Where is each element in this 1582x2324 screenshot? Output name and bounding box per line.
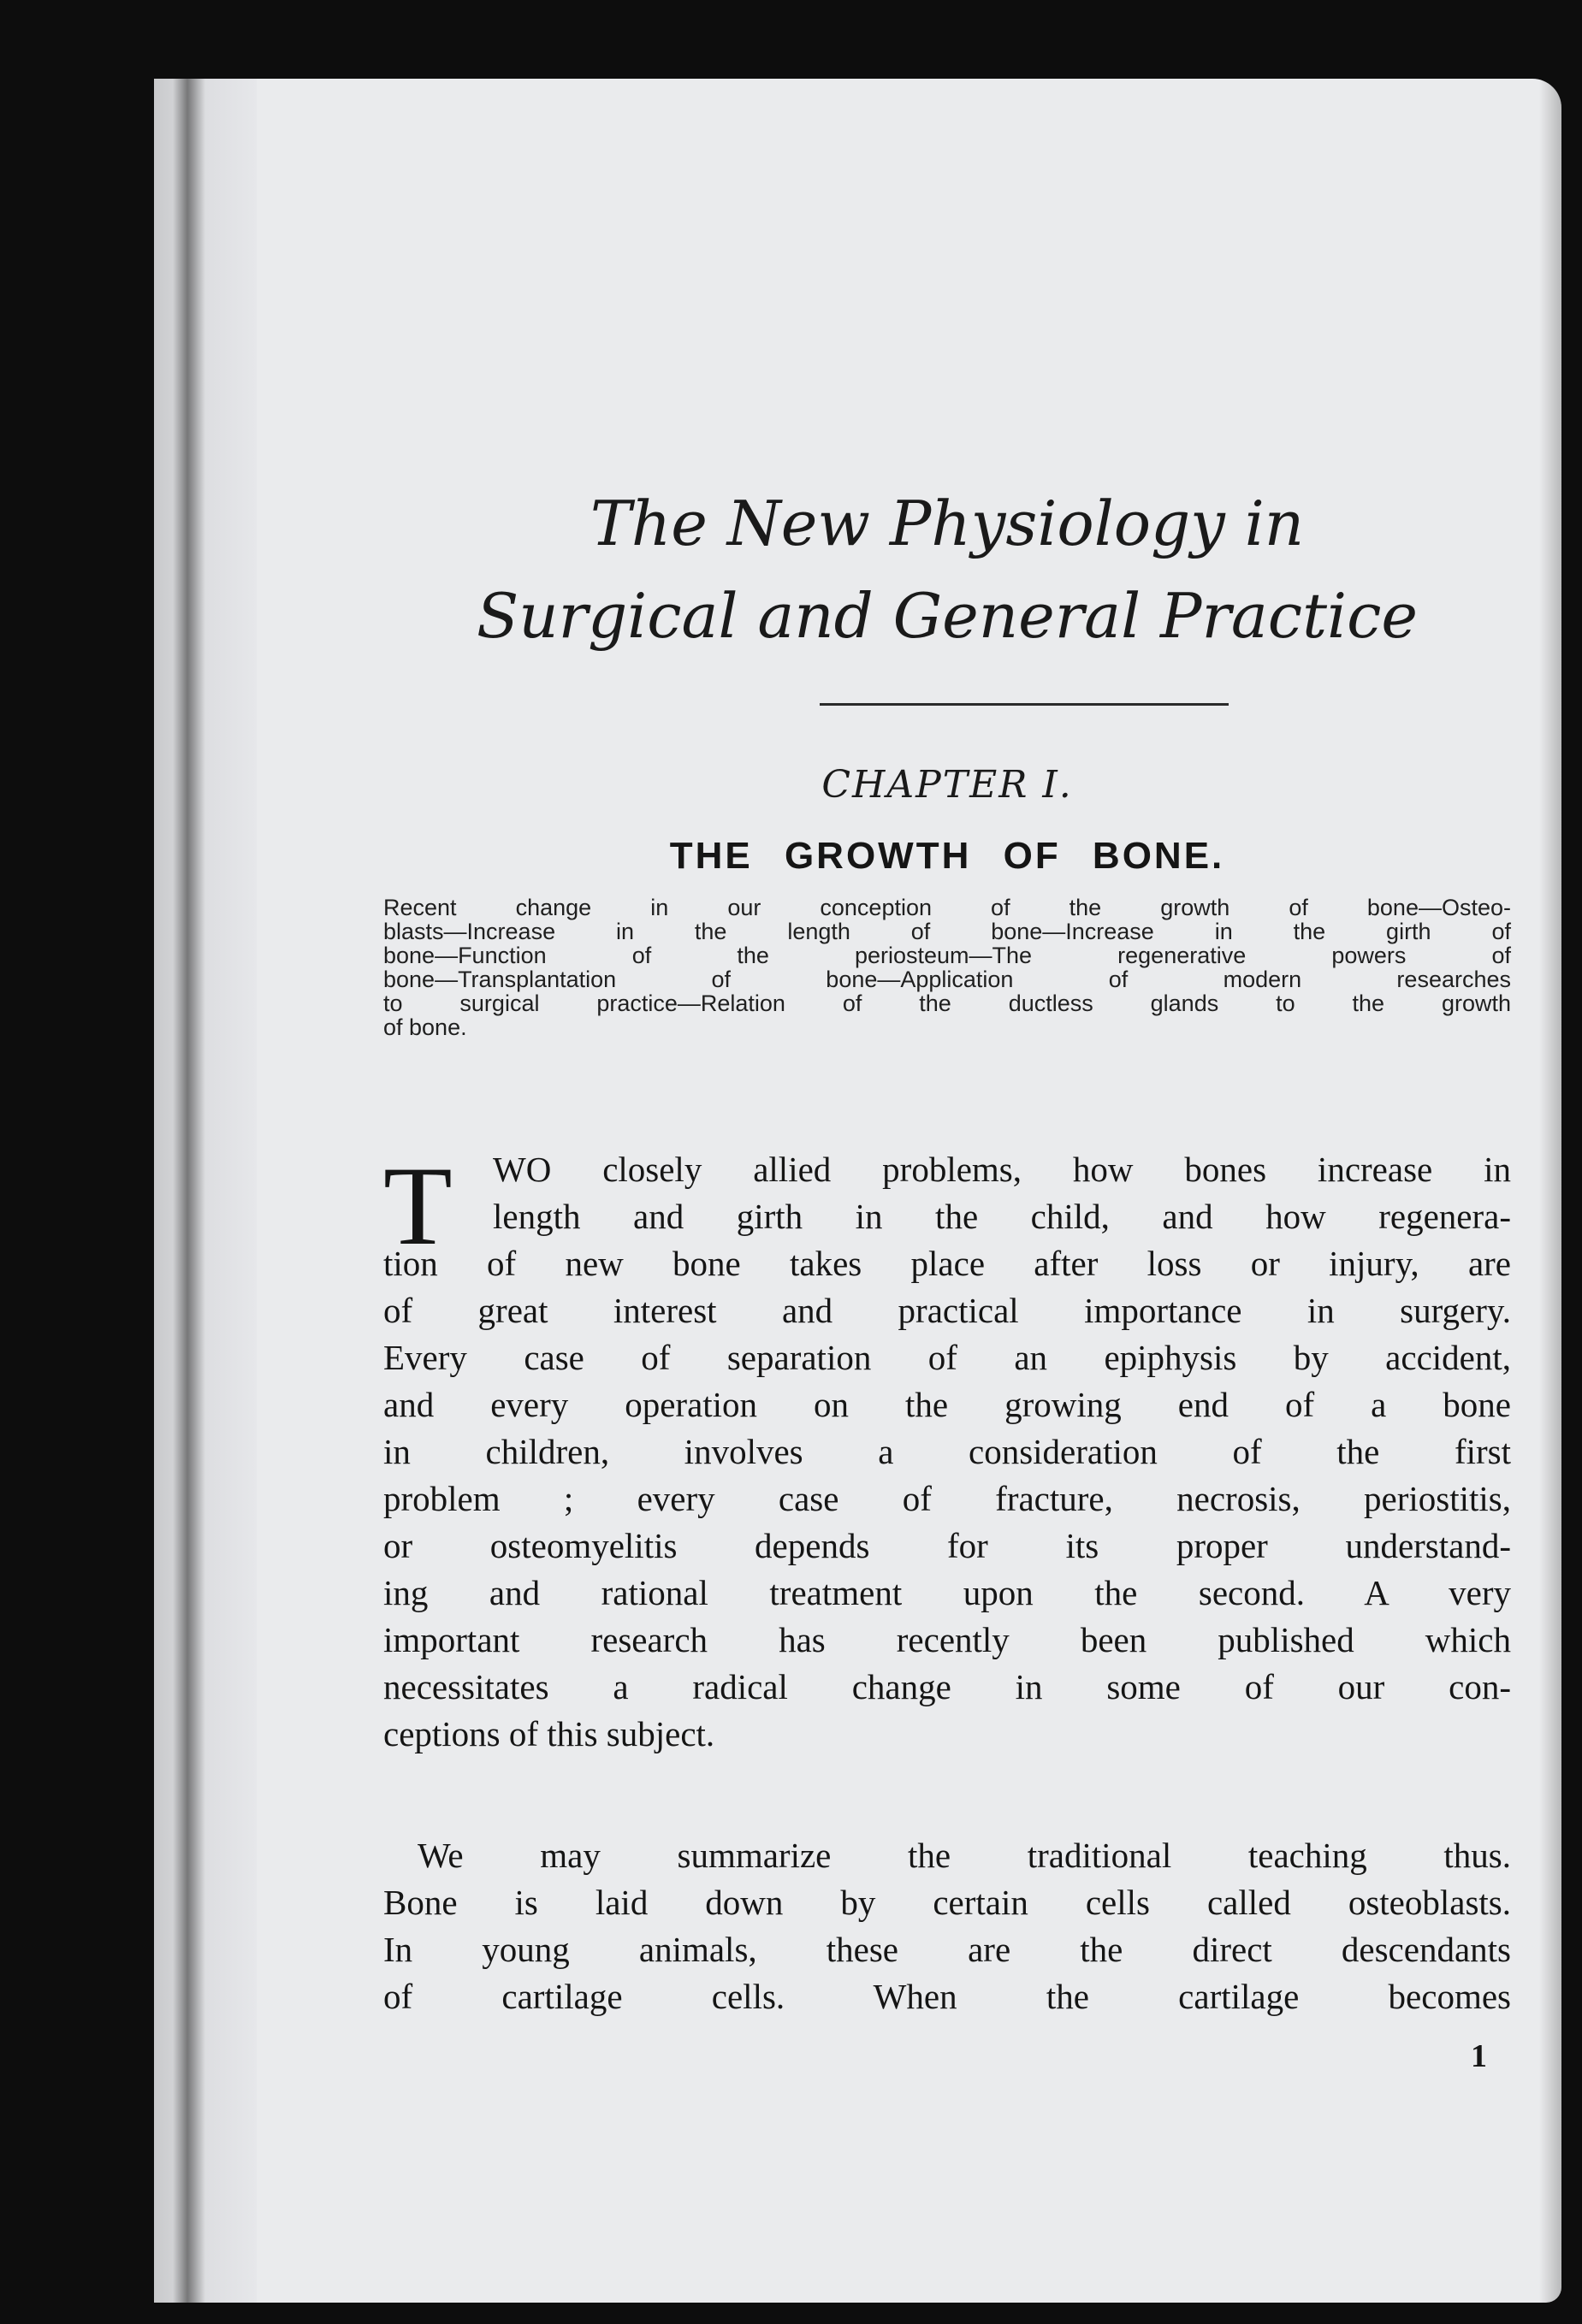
chapter-label: CHAPTER I. (821, 763, 1073, 807)
paragraph-line: We may summarize the traditional teaching thus. (418, 1836, 1511, 1875)
gutter-shadow (173, 79, 205, 2303)
page-binding (154, 79, 257, 2303)
paragraph-line: and every operation on the growing end of a bone (383, 1385, 1511, 1424)
page-edge (1539, 79, 1561, 2303)
paragraph-line: of cartilage cells. When the cartilage becomes (383, 1977, 1511, 2016)
paragraph-line: In young animals, these are the direct descendants (383, 1930, 1511, 1969)
drop-cap: T (383, 1143, 453, 1268)
paragraph-line: ceptions of this subject. (383, 1714, 715, 1753)
book-title-line-2: Surgical and General Practice (476, 580, 1419, 652)
book-page (154, 79, 1561, 2303)
chapter-title: THE GROWTH OF BONE. (669, 835, 1225, 877)
paragraph-line: problem ; every case of fracture, necrosis, periostitis, (383, 1479, 1511, 1518)
title-divider (820, 703, 1229, 706)
paragraph-line: ing and rational treatment upon the second. A very (383, 1573, 1511, 1612)
synopsis-line: bone—Function of the periosteum—The regenerative powers of (383, 943, 1511, 968)
synopsis-line: Recent change in our conception of the growth of bone—Osteo- (383, 895, 1511, 920)
paragraph-line: Bone is laid down by certain cells called osteoblasts. (383, 1883, 1511, 1922)
synopsis-line: bone—Transplantation of bone—Application of modern researches (383, 967, 1511, 992)
chapter-synopsis (383, 896, 1511, 1039)
paragraph-line: Every case of separation of an epiphysis by accident, (383, 1338, 1511, 1377)
synopsis-line: blasts—Increase in the length of bone—Increase in the girth of (383, 919, 1511, 944)
paragraph-1 (383, 1143, 1511, 1758)
page-number: 1 (1471, 2038, 1487, 2074)
paragraph-line: in children, involves a consideration of the first (383, 1432, 1511, 1471)
paragraph-line: or osteomyelitis depends for its proper understand- (383, 1526, 1511, 1565)
paragraph-line: length and girth in the child, and how regenera- (493, 1197, 1511, 1236)
paragraph-line: WO closely allied problems, how bones increase in (493, 1150, 1511, 1189)
synopsis-line: to surgical practice—Relation of the ductless glands to the growth (383, 991, 1511, 1016)
paragraph-2 (383, 1832, 1511, 2020)
paragraph-line: tion of new bone takes place after loss or injury, are (383, 1244, 1511, 1283)
paragraph-line: important research has recently been published which (383, 1620, 1511, 1659)
book-title-line-1: The New Physiology in (590, 488, 1305, 559)
paragraph-line: of great interest and practical importance in surgery. (383, 1291, 1511, 1330)
synopsis-line: of bone. (383, 1014, 467, 1040)
paragraph-line: necessitates a radical change in some of our con- (383, 1667, 1511, 1706)
